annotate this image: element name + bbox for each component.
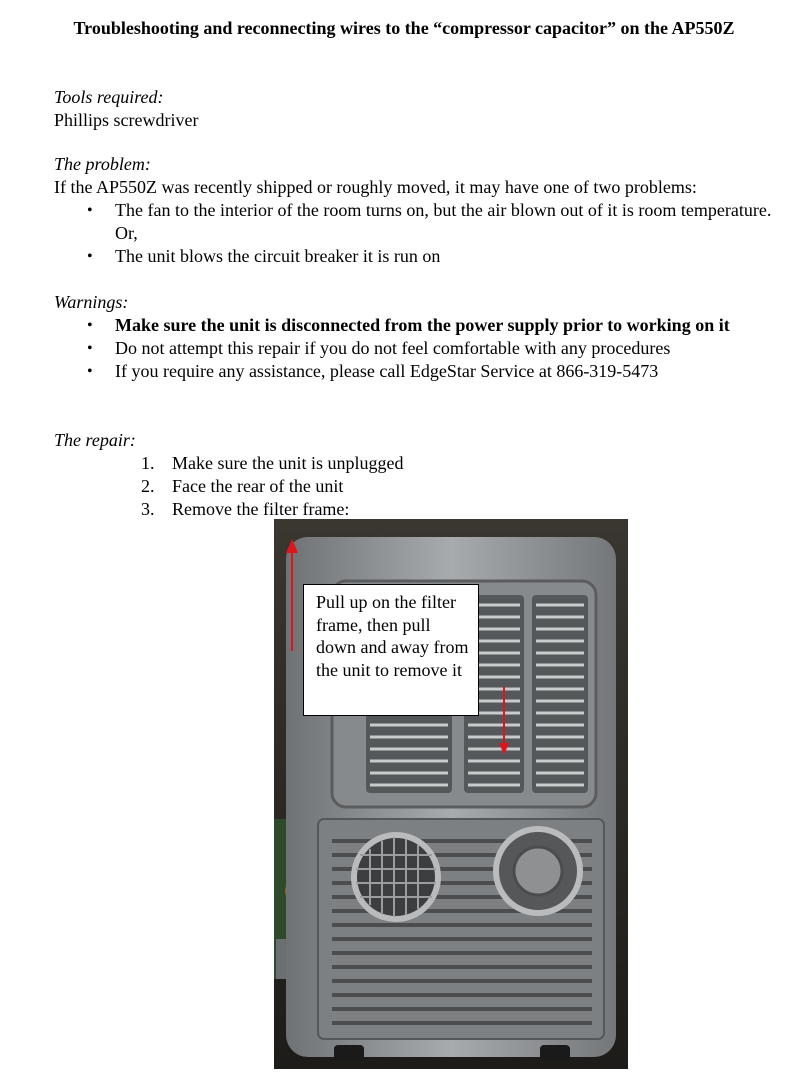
page-title: Troubleshooting and reconnecting wires to the “compressor capacitor” on the AP550Z — [73, 18, 735, 38]
step-text: Remove the filter frame: — [172, 499, 350, 519]
warnings-list — [54, 314, 774, 383]
list-item — [54, 498, 774, 521]
list-item — [54, 475, 774, 498]
problem-list — [54, 199, 774, 268]
list-item-text: The unit blows the circuit breaker it is run on — [115, 246, 441, 266]
tools-section — [54, 86, 774, 132]
photo-callout: Pull up on the filter frame, then pull down and away from the unit to remove it — [303, 584, 479, 716]
list-item-text: Make sure the unit is disconnected from the power supply prior to working on it — [115, 315, 730, 335]
warnings-section — [54, 291, 774, 383]
tools-label: Tools required: — [54, 87, 164, 107]
step-number: 1. — [141, 453, 155, 473]
list-item: • Make sure the unit is disconnected from the power supply prior to working on it — [87, 315, 730, 335]
step-text: Make sure the unit is unplugged — [172, 453, 404, 473]
repair-section — [54, 429, 774, 521]
list-item — [54, 452, 774, 475]
problem-label: The problem: — [54, 154, 151, 174]
step-number: 2. — [141, 476, 155, 496]
list-item-text: Do not attempt this repair if you do not feel comfortable with any procedures — [115, 338, 671, 358]
list-item-text: The fan to the interior of the room turns on, but the air blown out of it is room temperature. Or, — [115, 200, 772, 243]
step-text: Face the rear of the unit — [172, 476, 344, 496]
list-item: • The fan to the interior of the room turns on, but the air blown out of it is room temperature. Or, — [87, 200, 772, 243]
left-port — [354, 835, 438, 919]
problem-section — [54, 153, 774, 268]
repair-steps — [54, 452, 774, 521]
repair-label: The repair: — [54, 430, 136, 450]
list-item: • The unit blows the circuit breaker it is run on — [87, 246, 441, 266]
list-item: • Do not attempt this repair if you do not feel comfortable with any procedures — [87, 338, 671, 358]
step-number: 3. — [141, 499, 155, 519]
tools-text: Phillips screwdriver — [54, 110, 199, 130]
problem-intro: If the AP550Z was recently shipped or roughly moved, it may have one of two problems: — [54, 177, 697, 197]
list-item: • If you require any assistance, please call EdgeStar Service at 866-319-5473 — [87, 361, 659, 381]
warnings-label: Warnings: — [54, 292, 129, 312]
list-item-text: If you require any assistance, please call EdgeStar Service at 866-319-5473 — [115, 361, 659, 381]
